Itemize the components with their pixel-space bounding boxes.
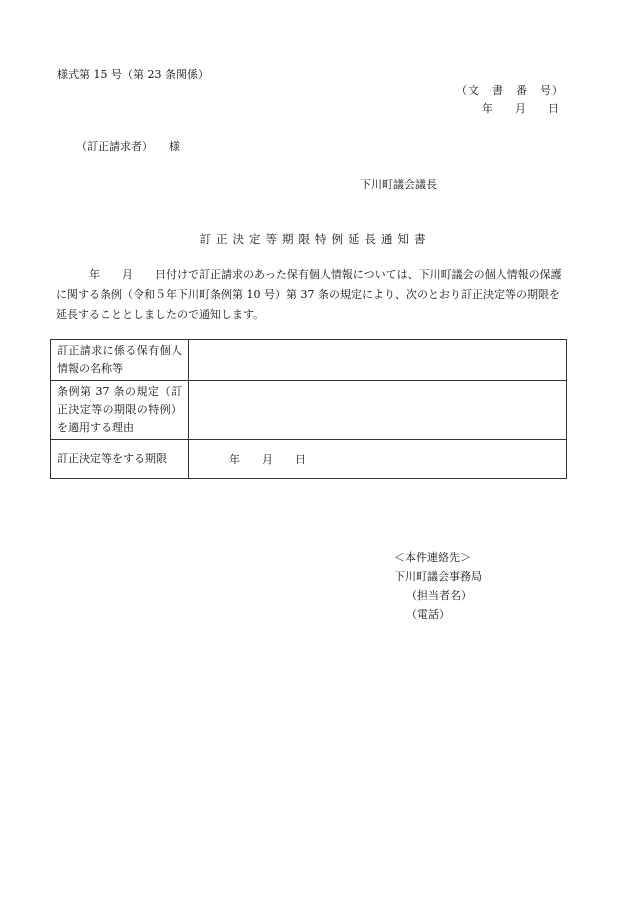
issuer-name: 下川町議会議長 xyxy=(360,178,437,191)
recipient-label: （訂正請求者） xyxy=(76,140,153,153)
document-title: 訂正決定等期限特例延長通知書 xyxy=(199,232,431,246)
contact-person: （担当者名） xyxy=(406,589,472,602)
table-row xyxy=(51,440,567,479)
contact-phone: （電話） xyxy=(406,608,450,621)
document-number: （文 書 番 号） xyxy=(456,84,564,97)
form-number: 様式第 15 号（第 23 条関係） xyxy=(57,68,209,81)
contact-office: 下川町議会事務局 xyxy=(394,570,482,583)
info-table xyxy=(50,339,567,479)
contact-heading: ＜本件連絡先＞ xyxy=(394,551,471,564)
table-label-cell: 訂正決定等をする期限 xyxy=(51,440,189,479)
body-date-blank: 年 月 日 xyxy=(89,268,166,281)
table-label-cell: 訂正請求に係る保有個人情報の名称等 xyxy=(51,340,189,381)
body-paragraph xyxy=(56,265,570,325)
table-label-cell: 条例第 37 条の規定（訂正決定等の期限の特例）を適用する理由 xyxy=(51,381,189,440)
table-row xyxy=(51,381,567,440)
table-row xyxy=(51,340,567,381)
document-date: 年 月 日 xyxy=(482,102,559,115)
contact-block xyxy=(394,548,482,624)
table-value-cell xyxy=(189,340,567,381)
deadline-date-cell: 年 月 日 xyxy=(189,440,567,479)
recipient-honorific: 様 xyxy=(169,140,180,153)
table-value-cell xyxy=(189,381,567,440)
recipient-line xyxy=(76,138,180,154)
body-text: 付けで訂正請求のあった保有個人情報については、下川町議会の個人情報の保護に関する条例（令和５年下川町条例第 10 号）第 37 条の規定により、次のとおり訂正決定等の期限を延長することとしましたので通知します。 xyxy=(56,268,562,321)
